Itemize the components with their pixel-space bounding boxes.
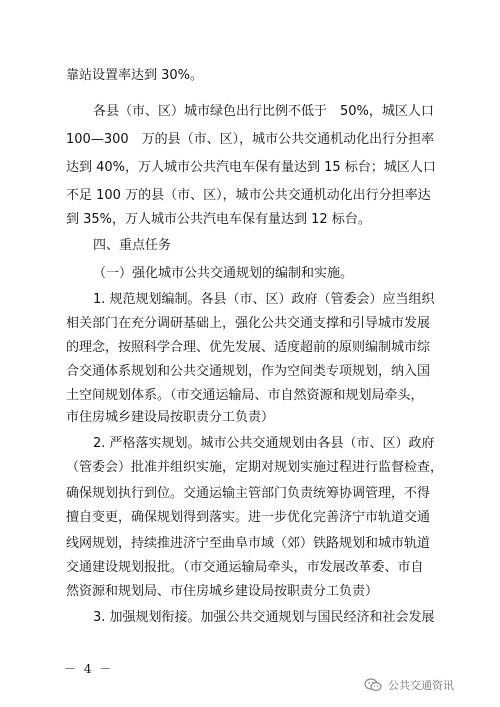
text-line: 确保规划执行到位。交通运输主管部门负责统筹协调管理，不得	[66, 486, 431, 501]
text-line: 线网规划，持续推进济宁至曲阜市域（郊）铁路规划和城市轨道	[66, 536, 431, 551]
text-line: 2. 严格落实规划。城市公共交通规划由各县（市、区）政府	[93, 436, 435, 451]
wechat-icon	[364, 678, 382, 692]
text-line: 到 35%，万人城市公共汽电车保有量达到 12 标台。	[66, 212, 371, 227]
text-line: 达到 40%，万人城市公共汽电车保有量达到 15 标台；城区人口	[66, 160, 436, 175]
page-number: － 4 －	[64, 662, 114, 676]
section-heading: 四、重点任务	[93, 238, 172, 253]
text-line: 市住房城乡建设局按职责分工负责）	[66, 410, 275, 425]
text-line: 各县（市、区）城市绿色出行比例不低于 50%，城区人口	[93, 104, 434, 119]
text-line: 100—300 万的县（市、区），城市公共交通机动化出行分担率	[66, 132, 435, 147]
text-line: 1. 规范规划编制。各县（市、区）政府（管委会）应当组织	[93, 292, 435, 307]
text-line: 然资源和规划局、市住房城乡建设局按职责分工负责）	[66, 584, 379, 599]
text-line: 靠站设置率达到 30%。	[66, 68, 204, 83]
text-line: 的理念，按照科学合理、优先发展、适度超前的原则编制城市综	[66, 340, 431, 355]
text-line: 合交通体系规划和公共交通规划，作为空间类专项规划，纳入国	[66, 364, 431, 379]
watermark-text: 公共交通资讯	[388, 679, 454, 692]
subsection-heading: （一）强化城市公共交通规划的编制和实施。	[93, 266, 354, 281]
text-line: 交通建设规划报批。（市交通运输局牵头，市发展改革委、市自	[66, 560, 424, 575]
watermark	[364, 677, 454, 693]
text-line: （管委会）批准并组织实施，定期对规划实施过程进行监督检查，	[66, 460, 444, 475]
text-line: 相关部门在充分调研基础上，强化公共交通支撑和引导城市发展	[66, 316, 431, 331]
text-line: 3. 加强规划衔接。加强公共交通规划与国民经济和社会发展	[93, 610, 435, 625]
text-line: 擅自变更，确保规划得到落实。进一步优化完善济宁市轨道交通	[66, 510, 431, 525]
text-line: 土空间规划体系。（市交通运输局、市自然资源和规划局牵头，	[66, 388, 424, 403]
text-line: 不足 100 万的县（市、区），城市公共交通机动化出行分担率达	[66, 188, 431, 203]
